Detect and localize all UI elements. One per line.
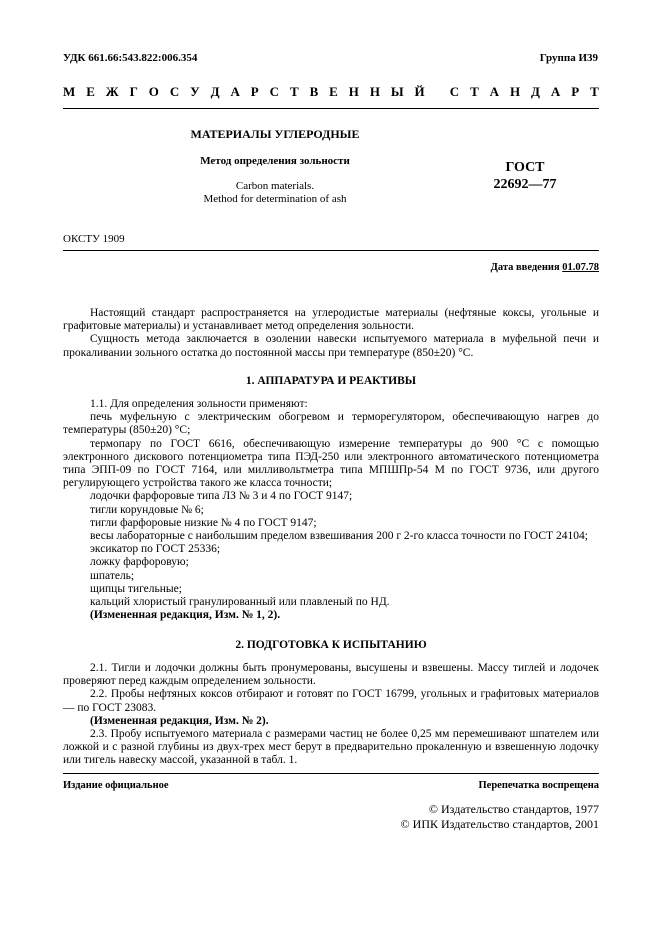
section-2-edition-note: (Измененная редакция, Изм. № 2). [90,714,269,727]
banner-letter: Т [590,84,599,99]
banner-letter: Н [509,84,521,99]
copyright-2001: © ИПК Издательство стандартов, 2001 [400,817,599,831]
okstu-code: ОКСТУ 1909 [63,233,125,245]
banner-letter: Й [414,84,425,99]
banner-letter: О [148,84,159,99]
section-1-body [63,398,599,622]
intro-paragraph-2: Сущность метода заключается в озолении навески испытуемого материала в муфельной печи и прокаливании зольного остатка до постоянной массы при температуре (850±20) °С. [63,333,599,359]
banner-letter: Р [571,84,580,99]
item-tongs: щипцы тигельные; [90,582,182,595]
item-porcelain-crucibles: тигли фарфоровые низкие № 4 по ГОСТ 9147; [90,516,317,529]
official-edition: Издание официальное [63,780,169,791]
item-spoon: ложку фарфоровую; [90,556,189,569]
banner-letter: А [230,84,240,99]
banner-letter: В [309,84,319,99]
section-1-heading: 1. АППАРАТУРА И РЕАКТИВЫ [245,375,417,387]
title-main: МАТЕРИАЛЫ УГЛЕРОДНЫЕ [190,127,360,141]
divider-top [63,108,599,109]
divider-bottom [63,773,599,774]
interstate-standard-banner [63,85,599,99]
banner-letter: Д [531,84,540,99]
section-2-heading: 2. ПОДГОТОВКА К ИСПЫТАНИЮ [235,639,427,651]
top-line [63,52,598,66]
item-desiccator: эксикатор по ГОСТ 25336; [90,543,221,556]
section-2-paragraph-2: 2.2. Пробы нефтяных коксов отбирают и готовят по ГОСТ 16799, угольных и графитовых материалов — по ГОСТ 23083. [63,688,599,714]
banner-letter: Г [129,84,138,99]
item-spatula: шпатель; [90,569,135,582]
banner-letter: Т [470,84,479,99]
group-code: Группа И39 [539,52,598,64]
banner-letter: С [269,84,280,99]
section-1-lead: 1.1. Для определения зольности применяют: [90,398,308,410]
banner-letter: Т [289,84,299,99]
item-corundum-crucibles: тигли корундовые № 6; [90,503,204,516]
section-2-paragraph-3: 2.3. Пробу испытуемого материала с размерами частиц не более 0,25 мм перемешивают шпателем или ложкой и с разной глубины из двух-трех мест берут в предварительно прокаленную и взвешенную лодочку или тигель навеску массой, указанной в табл. 1. [63,728,599,767]
banner-letter: Р [250,84,259,99]
gost-number: 22692—77 [493,177,557,192]
section-2-body [63,662,599,768]
banner-letter: Д [210,84,220,99]
introduction-date [491,261,599,274]
banner-letter: А [489,84,500,99]
banner-letter: Н [369,84,380,99]
date-value: 01.07.78 [562,262,599,273]
banner-letter: Ж [105,84,119,99]
banner-letter [436,85,439,99]
banner-letter: С [169,84,180,99]
section-2-paragraph-1: 2.1. Тигли и лодочки должны быть пронумерованы, высушены и взвешены. Массу тиглей и лодочек проверяют перед каждым определением зольности. [63,662,599,688]
banner-letter: Е [329,84,338,99]
banner-letter: Н [348,84,359,99]
divider-mid [63,250,599,251]
gost-label: ГОСТ [505,160,545,175]
banner-letter: А [550,84,561,99]
intro-paragraph-1: Настоящий стандарт распространяется на углеродистые материалы (нефтяные коксы, угольные и графитовые материалы) и устанавливает метод определения зольности. [63,307,599,333]
section-1-edition-note: (Измененная редакция, Изм. № 1, 2). [90,609,281,622]
banner-letter: С [449,84,460,99]
reprint-prohibited: Перепечатка воспрещена [478,780,599,791]
item-thermocouple: термопару по ГОСТ 6616, обеспечивающую измерение температуры до 900 °С с помощью электронного дискового потенциометра типа ПЭД-250 или электронного автоматического потенциометра типа ЭПП-09 по ГОСТ 7164, или милливольтметра типа МПШПр-54 М по ГОСТ 9736, или другого регулирующего устройства такого же класса точности; [63,437,599,490]
item-boats: лодочки фарфоровые типа ЛЗ № 3 и 4 по ГОСТ 9147; [90,490,353,503]
item-furnace: печь муфельную с электрическим обогревом и терморегулятором, обеспечивающую нагрев до температуры (850±20) °С; [63,411,599,437]
udk-code: УДК 661.66:543.822:006.354 [63,52,198,64]
title-en-line2: Method for determination of ash [203,193,347,205]
banner-letter: У [190,84,200,99]
title-en-line1: Carbon materials. [235,180,315,192]
title-sub: Метод определения зольности [200,155,350,167]
footer-row [63,779,599,793]
banner-letter: Е [86,84,95,99]
copyright-1977: © Издательство стандартов, 1977 [428,802,599,816]
banner-letter: М [63,84,76,99]
date-label: Дата введения [490,262,560,273]
intro-text [63,307,599,360]
item-calcium-chloride: кальций хлористый гранулированный или плавленый по НД. [90,596,390,609]
item-scales: весы лабораторные с наибольшим пределом взвешивания 200 г 2-го класса точности по ГОСТ 24104; [90,530,588,543]
banner-letter: Ы [390,84,404,99]
